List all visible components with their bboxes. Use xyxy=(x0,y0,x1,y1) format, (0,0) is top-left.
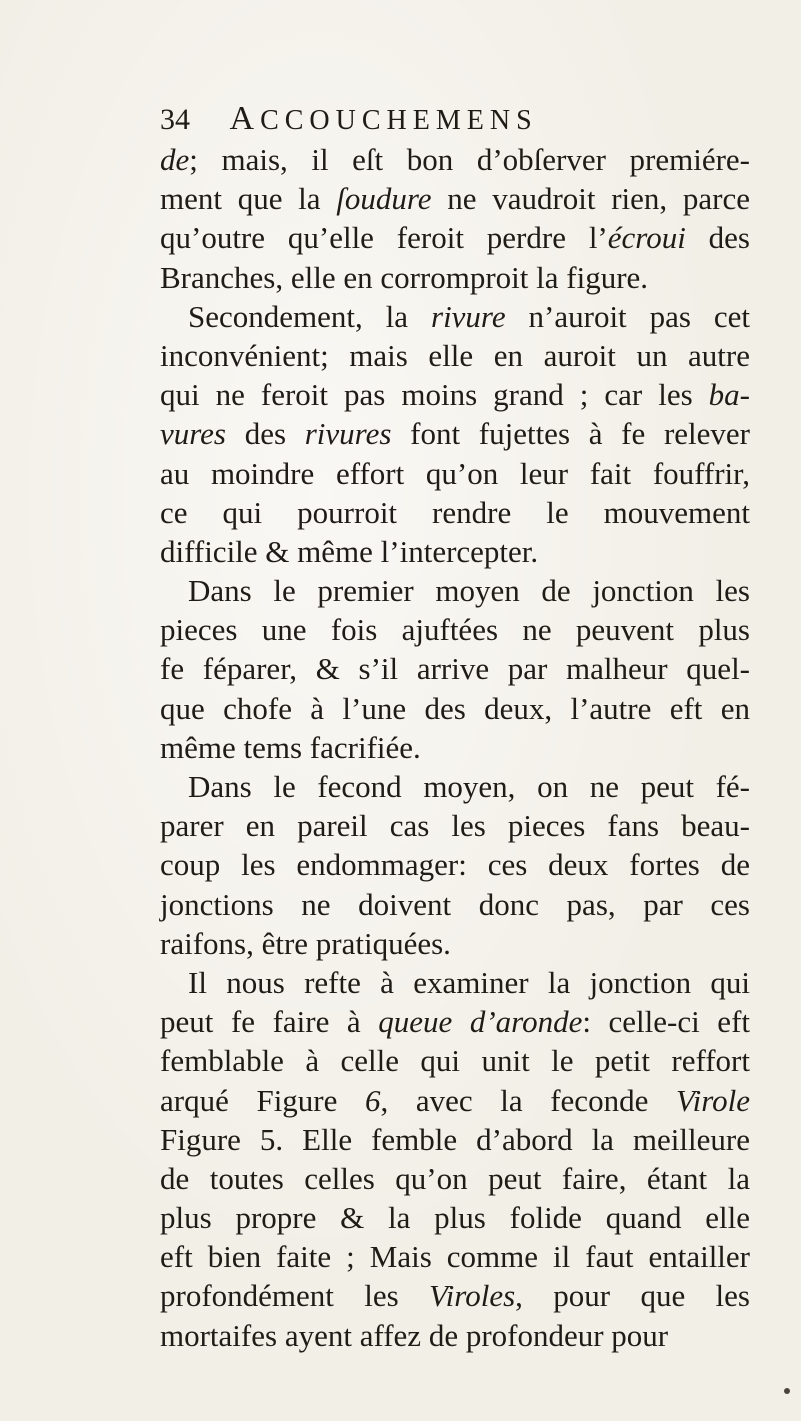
text-line xyxy=(160,336,750,375)
text-line xyxy=(160,258,750,297)
italic-run: queue d’aronde xyxy=(378,1004,583,1040)
italic-run: écroui xyxy=(607,220,686,256)
text-run: qu’outre qu’elle feroit perdre l’ xyxy=(160,220,608,256)
text-run: au moindre effort qu’on leur fait fouffrir, xyxy=(160,455,750,491)
italic-run: 6 xyxy=(365,1082,381,1118)
text-line xyxy=(160,924,750,963)
text-run: , pour que les xyxy=(515,1278,750,1314)
text-line xyxy=(160,728,750,767)
italic-run: rivure xyxy=(431,298,506,334)
running-title-rest: CCOUCHEMENS xyxy=(260,105,538,136)
text-run: eft bien faite ; Mais comme il faut entailler xyxy=(160,1239,750,1275)
text-run: font fujettes à fe relever xyxy=(391,416,750,452)
text-run: même tems facrifiée. xyxy=(160,729,421,765)
text-run: profondément les xyxy=(160,1278,430,1314)
text-run: arqué Figure xyxy=(160,1082,365,1118)
text-line xyxy=(160,1041,750,1080)
text-line xyxy=(160,689,750,728)
text-run: : celle-ci eft xyxy=(582,1004,751,1040)
text-run: fe féparer, & s’il arrive par malheur quel- xyxy=(160,651,750,687)
text-line xyxy=(160,179,750,218)
text-line xyxy=(160,1276,750,1315)
text-line xyxy=(160,610,750,649)
text-run: n’auroit pas cet xyxy=(505,298,750,334)
text-run: ne vaudroit rien, parce xyxy=(431,181,750,217)
italic-run: ſoudure xyxy=(336,181,432,217)
text-run: difficile & même l’intercepter. xyxy=(160,533,539,569)
text-line xyxy=(160,493,750,532)
text-run: ce qui pourroit rendre le mouvement xyxy=(160,494,750,530)
text-run: ment que la xyxy=(160,181,337,217)
italic-run: de xyxy=(160,142,190,177)
text-line xyxy=(160,454,750,493)
text-run: Branches, elle en corromproit la figure. xyxy=(160,259,649,295)
text-run: mortaifes ayent affez de profondeur pour xyxy=(160,1317,669,1353)
ink-speck xyxy=(784,1388,790,1394)
text-run: Secondement, la xyxy=(188,298,431,334)
text-run: femblable à celle qui unit le petit reffort xyxy=(160,1043,750,1079)
text-run: Figure 5. Elle femble d’abord la meilleure xyxy=(160,1121,750,1157)
text-run: peut fe faire à xyxy=(160,1004,379,1040)
running-title-initial: A xyxy=(229,100,261,137)
text-line xyxy=(160,140,750,179)
body-text xyxy=(160,140,750,1355)
italic-run: vures xyxy=(160,416,226,452)
text-line xyxy=(160,1081,750,1120)
text-line xyxy=(160,963,750,1002)
text-run: de toutes celles qu’on peut faire, étant la xyxy=(160,1160,750,1196)
running-title xyxy=(230,98,538,142)
text-line xyxy=(160,1159,750,1198)
text-line xyxy=(160,414,750,453)
text-run: des xyxy=(685,220,750,256)
text-line xyxy=(160,571,750,610)
text-line xyxy=(160,297,750,336)
text-line xyxy=(160,649,750,688)
text-line xyxy=(160,885,750,924)
text-run: parer en pareil cas les pieces fans beau- xyxy=(160,808,750,844)
text-run: des xyxy=(226,416,305,452)
text-run: Dans le fecond moyen, on ne peut fé- xyxy=(188,769,750,804)
text-line xyxy=(160,1002,750,1041)
text-line xyxy=(160,845,750,884)
text-line xyxy=(160,375,750,414)
text-run: inconvénient; mais elle en auroit un autre xyxy=(160,337,750,373)
text-run: Dans le premier moyen de jonction les xyxy=(188,573,750,609)
text-run: que chofe à l’une des deux, l’autre eft en xyxy=(160,690,750,726)
text-run: , avec la feconde xyxy=(380,1082,676,1118)
text-line xyxy=(160,532,750,571)
page-number: 34 xyxy=(160,103,190,136)
text-run: Il nous refte à examiner la jonction qui xyxy=(188,964,750,1000)
text-line xyxy=(160,218,750,257)
italic-run: rivures xyxy=(304,416,392,452)
text-line xyxy=(160,1198,750,1237)
text-run: plus propre & la plus folide quand elle xyxy=(160,1200,750,1236)
running-head xyxy=(160,98,740,140)
text-run: jonctions ne doivent donc pas, par ces xyxy=(160,886,750,922)
text-run: qui ne feroit pas moins grand ; car les xyxy=(160,377,709,413)
italic-run: Viroles xyxy=(429,1278,516,1314)
text-line xyxy=(160,1316,750,1355)
italic-run: Virole xyxy=(675,1082,750,1118)
text-line xyxy=(160,1237,750,1276)
text-line xyxy=(160,1120,750,1159)
text-run: coup les endommager: ces deux fortes de xyxy=(160,847,750,883)
text-run: raifons, être pratiquées. xyxy=(160,925,451,961)
italic-run: ba- xyxy=(708,377,750,413)
text-line xyxy=(160,806,750,845)
text-line xyxy=(160,767,750,806)
text-run: ; mais, il eſt bon d’obſerver premiére- xyxy=(189,142,750,177)
text-run: pieces une fois ajuftées ne peuvent plus xyxy=(160,612,750,648)
